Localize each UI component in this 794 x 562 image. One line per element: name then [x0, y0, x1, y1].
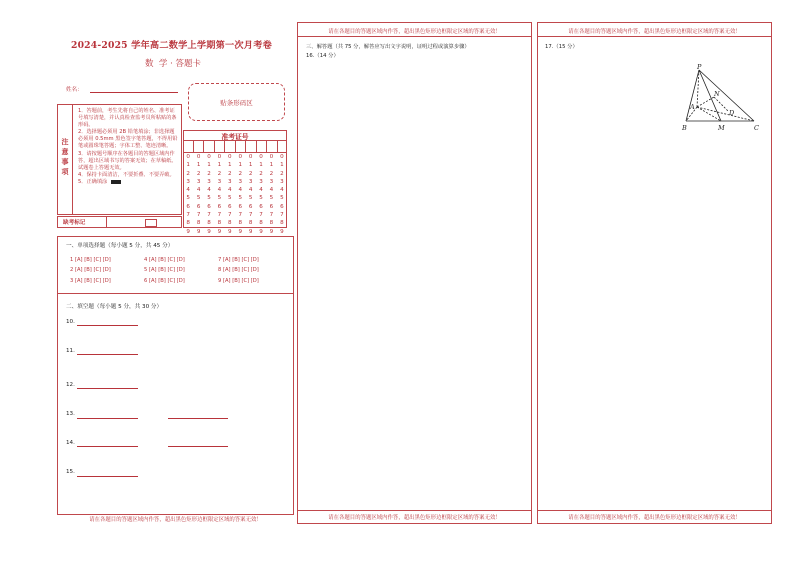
section3-title: 三、解答题（共 75 分，解答应写出文字说明，证明过程或演算步骤）	[306, 44, 470, 50]
digit-bubble[interactable]: 1	[248, 162, 253, 169]
exam-number-column	[245, 153, 255, 235]
digit-bubble[interactable]: 8	[238, 220, 243, 227]
digit-bubble[interactable]: 0	[259, 154, 263, 160]
digit-bubble[interactable]: 4	[238, 187, 243, 194]
digit-bubble[interactable]: 5	[280, 195, 284, 202]
digit-bubble[interactable]: 4	[217, 187, 222, 194]
filled-mark	[111, 180, 121, 184]
exam-number-entry-row[interactable]	[183, 140, 287, 152]
digit-bubble[interactable]: 4	[280, 187, 284, 194]
digit-bubble[interactable]: 1	[217, 162, 222, 169]
digit-bubble[interactable]: 0	[217, 154, 222, 160]
choice-q2[interactable]: 2 [A] [B] [C] [D]	[70, 267, 111, 273]
digit-bubble[interactable]: 2	[228, 170, 232, 177]
q16-label: 16.（14 分）	[306, 53, 339, 59]
digit-bubble[interactable]: 2	[280, 170, 284, 177]
digit-bubble[interactable]: 3	[228, 178, 232, 185]
exam-number-column	[204, 153, 214, 235]
name-field[interactable]	[90, 92, 178, 93]
q16-answer-area[interactable]	[300, 60, 529, 508]
digit-bubble[interactable]: 4	[196, 187, 201, 194]
digit-bubble[interactable]: 0	[248, 154, 253, 160]
exam-number-entry-cell[interactable]	[236, 140, 247, 152]
fill-blank-14a[interactable]	[77, 446, 138, 447]
digit-bubble[interactable]: 5	[186, 195, 190, 202]
label-A: A	[690, 103, 695, 111]
digit-bubble[interactable]: 5	[259, 195, 263, 202]
digit-bubble[interactable]: 1	[280, 162, 284, 169]
exam-number-entry-cell[interactable]	[267, 140, 278, 152]
digit-bubble[interactable]: 3	[196, 178, 201, 185]
digit-bubble[interactable]: 3	[259, 178, 263, 185]
top-warning: 请在各题目的答题区域内作答，超出黑色矩形边框限定区域的答案无效！	[328, 29, 501, 35]
exam-number-entry-cell[interactable]	[257, 140, 268, 152]
digit-bubble[interactable]: 6	[269, 203, 274, 210]
bottom-warning: 请在各题目的答题区域内作答，超出黑色矩形边框限定区域的答案无效！	[568, 515, 741, 521]
digit-bubble[interactable]: 8	[196, 220, 201, 227]
label-D: D	[729, 109, 735, 117]
label-C: C	[754, 124, 759, 132]
notice-item: 3．请按题号顺序在各题目的答题区域内作答，超出区域书写的答案无效；在草稿纸、试题卷上答题无效。	[78, 150, 177, 171]
digit-bubble[interactable]: 7	[228, 212, 232, 219]
digit-bubble[interactable]: 9	[280, 228, 284, 235]
q17-label: 17.（15 分）	[545, 44, 578, 50]
digit-bubble[interactable]: 9	[248, 228, 253, 235]
digit-bubble[interactable]: 4	[259, 187, 263, 194]
page-subtitle: 数 学 · 答题卡	[145, 59, 202, 69]
notice-list	[78, 108, 178, 186]
digit-bubble[interactable]: 2	[207, 170, 211, 177]
digit-bubble[interactable]: 0	[196, 154, 201, 160]
digit-bubble[interactable]: 9	[238, 228, 243, 235]
digit-bubble[interactable]: 3	[217, 178, 222, 185]
bottom-warning: 请在各题目的答题区域内作答，超出黑色矩形边框限定区域的答案无效！	[328, 515, 501, 521]
exam-number-label: 准考证号	[221, 133, 249, 141]
digit-bubble[interactable]: 1	[207, 162, 211, 169]
digit-bubble[interactable]: 3	[248, 178, 253, 185]
digit-bubble[interactable]: 2	[217, 170, 222, 177]
digit-bubble[interactable]: 6	[217, 203, 222, 210]
exam-number-entry-cell[interactable]	[225, 140, 236, 152]
digit-bubble[interactable]: 1	[186, 162, 190, 169]
digit-bubble[interactable]: 5	[228, 195, 232, 202]
digit-bubble[interactable]: 3	[238, 178, 243, 185]
digit-bubble[interactable]: 9	[186, 228, 190, 235]
digit-bubble[interactable]: 0	[186, 154, 190, 160]
digit-bubble[interactable]: 7	[196, 212, 201, 219]
digit-bubble[interactable]: 7	[238, 212, 243, 219]
digit-bubble[interactable]: 2	[248, 170, 253, 177]
absent-checkbox[interactable]	[145, 219, 157, 227]
digit-bubble[interactable]: 8	[207, 220, 211, 227]
fill-blank-12[interactable]	[77, 388, 138, 389]
digit-bubble[interactable]: 7	[280, 212, 284, 219]
digit-bubble[interactable]: 9	[228, 228, 232, 235]
fill-label-13: 13.	[66, 411, 75, 417]
digit-bubble[interactable]: 6	[207, 203, 211, 210]
absent-label: 缺考标记	[63, 220, 86, 226]
digit-bubble[interactable]: 1	[269, 162, 274, 169]
top-warning: 请在各题目的答题区域内作答，超出黑色矩形边框限定区域的答案无效！	[568, 29, 741, 35]
digit-bubble[interactable]: 1	[228, 162, 232, 169]
fill-blank-14b[interactable]	[168, 446, 228, 447]
digit-bubble[interactable]: 0	[269, 154, 274, 160]
digit-bubble[interactable]: 8	[248, 220, 253, 227]
exam-number-column	[193, 153, 203, 235]
edge-AC	[697, 107, 754, 121]
exam-number-entry-cell[interactable]	[183, 140, 194, 152]
digit-bubble[interactable]: 9	[269, 228, 274, 235]
label-B: B	[682, 124, 687, 132]
digit-bubble[interactable]: 5	[238, 195, 243, 202]
digit-bubble[interactable]: 8	[228, 220, 232, 227]
digit-bubble[interactable]: 6	[259, 203, 263, 210]
section2-title: 二、填空题（每小题 5 分，共 30 分）	[66, 304, 163, 310]
name-label: 姓名：	[66, 87, 83, 93]
digit-bubble[interactable]: 5	[207, 195, 211, 202]
bottom-warning: 请在各题目的答题区域内作答，超出黑色矩形边框限定区域的答案无效！	[89, 517, 262, 523]
digit-bubble[interactable]: 2	[259, 170, 263, 177]
digit-bubble[interactable]: 6	[196, 203, 201, 210]
digit-bubble[interactable]: 8	[186, 220, 190, 227]
digit-bubble[interactable]: 5	[196, 195, 201, 202]
choice-q9[interactable]: 9 [A] [B] [C] [D]	[218, 278, 259, 284]
digit-bubble[interactable]: 6	[248, 203, 253, 210]
fill-blank-15[interactable]	[77, 476, 138, 477]
digit-bubble[interactable]: 5	[248, 195, 253, 202]
digit-bubble[interactable]: 3	[280, 178, 284, 185]
label-P: P	[697, 64, 702, 71]
barcode-area	[188, 83, 285, 121]
choice-q4[interactable]: 4 [A] [B] [C] [D]	[144, 257, 185, 263]
digit-bubble[interactable]: 0	[228, 154, 232, 160]
digit-bubble[interactable]: 6	[280, 203, 284, 210]
fill-label-12: 12.	[66, 382, 75, 388]
digit-bubble[interactable]: 4	[248, 187, 253, 194]
digit-bubble[interactable]: 0	[238, 154, 243, 160]
digit-bubble[interactable]: 2	[238, 170, 243, 177]
digit-bubble[interactable]: 7	[217, 212, 222, 219]
exam-number-entry-cell[interactable]	[278, 140, 288, 152]
choice-q1[interactable]: 1 [A] [B] [C] [D]	[70, 257, 111, 263]
fill-blank-11[interactable]	[77, 354, 138, 355]
edge-AM	[697, 107, 721, 121]
fill-blank-13b[interactable]	[168, 418, 228, 419]
digit-bubble[interactable]: 1	[238, 162, 243, 169]
fill-blank-10[interactable]	[77, 325, 138, 326]
notice-item: 1．答题前，考生先将自己的姓名、准考证号填写清楚，并认真检查监考员所粘贴的条形码。	[78, 108, 177, 129]
digit-bubble[interactable]: 2	[196, 170, 201, 177]
digit-bubble[interactable]: 6	[186, 203, 190, 210]
choice-q8[interactable]: 8 [A] [B] [C] [D]	[218, 267, 259, 273]
notice-label: 注意事项	[61, 138, 70, 178]
exam-number-column	[214, 153, 224, 235]
exam-number-entry-cell[interactable]	[194, 140, 205, 152]
digit-bubble[interactable]: 4	[186, 187, 190, 194]
digit-bubble[interactable]: 0	[280, 154, 284, 160]
exam-number-entry-cell[interactable]	[246, 140, 257, 152]
digit-bubble[interactable]: 7	[186, 212, 190, 219]
digit-bubble[interactable]: 9	[196, 228, 201, 235]
exam-number-column	[225, 153, 235, 235]
digit-bubble[interactable]: 2	[269, 170, 274, 177]
digit-bubble[interactable]: 8	[259, 220, 263, 227]
digit-bubble[interactable]: 8	[280, 220, 284, 227]
digit-bubble[interactable]: 8	[269, 220, 274, 227]
choice-q7[interactable]: 7 [A] [B] [C] [D]	[218, 257, 259, 263]
exam-number-column	[277, 153, 287, 235]
fill-label-14: 14.	[66, 440, 75, 446]
digit-bubble[interactable]: 4	[207, 187, 211, 194]
digit-bubble[interactable]: 5	[269, 195, 274, 202]
notice-item	[78, 179, 178, 186]
digit-bubble[interactable]: 3	[269, 178, 274, 185]
digit-bubble[interactable]: 8	[217, 220, 222, 227]
digit-bubble[interactable]: 2	[186, 170, 190, 177]
correct-fill-label: 5．正确填涂	[78, 178, 108, 185]
fill-blank-13a[interactable]	[77, 418, 138, 419]
exam-number-column	[256, 153, 266, 235]
digit-bubble[interactable]: 7	[207, 212, 211, 219]
fill-label-11: 11.	[66, 348, 75, 354]
exam-number-column	[266, 153, 276, 235]
pyramid-figure	[678, 64, 766, 134]
digit-bubble[interactable]: 3	[207, 178, 211, 185]
fill-label-10: 10.	[66, 319, 75, 325]
exam-number-bubbles[interactable]	[183, 153, 287, 235]
digit-bubble[interactable]: 1	[259, 162, 263, 169]
fill-label-15: 15.	[66, 469, 75, 475]
digit-bubble[interactable]: 7	[269, 212, 274, 219]
digit-bubble[interactable]: 6	[238, 203, 243, 210]
page-title: 2024-2025 学年高二数学上学期第一次月考卷	[71, 40, 272, 51]
digit-bubble[interactable]: 6	[228, 203, 232, 210]
choice-q6[interactable]: 6 [A] [B] [C] [D]	[144, 278, 185, 284]
label-M: M	[718, 124, 725, 132]
digit-bubble[interactable]: 9	[217, 228, 222, 235]
section1-title: 一、单项选择题（每小题 5 分，共 45 分）	[66, 243, 174, 249]
digit-bubble[interactable]: 9	[259, 228, 263, 235]
digit-bubble[interactable]: 5	[217, 195, 222, 202]
digit-bubble[interactable]: 1	[196, 162, 201, 169]
notice-item: 2．选择题必须用 2B 铅笔填涂；非选择题必须用 0.5mm 黑色签字笔答题，不得用铅笔或圆珠笔答题；字体工整、笔迹清晰。	[78, 129, 178, 150]
exam-number-column	[183, 153, 193, 235]
exam-number-entry-cell[interactable]	[215, 140, 226, 152]
digit-bubble[interactable]: 9	[207, 228, 211, 235]
digit-bubble[interactable]: 4	[228, 187, 232, 194]
label-N: N	[714, 90, 720, 98]
digit-bubble[interactable]: 7	[248, 212, 253, 219]
barcode-label: 贴条形码区	[220, 99, 253, 107]
notice-item: 4．保持卡面清洁，不要折叠、不要弄破。	[78, 171, 175, 178]
digit-bubble[interactable]: 0	[207, 154, 211, 160]
choice-q5[interactable]: 5 [A] [B] [C] [D]	[144, 267, 185, 273]
digit-bubble[interactable]: 4	[269, 187, 274, 194]
exam-number-column	[235, 153, 245, 235]
digit-bubble[interactable]: 7	[259, 212, 263, 219]
digit-bubble[interactable]: 3	[186, 178, 190, 185]
exam-number-entry-cell[interactable]	[204, 140, 215, 152]
choice-q3[interactable]: 3 [A] [B] [C] [D]	[70, 278, 111, 284]
